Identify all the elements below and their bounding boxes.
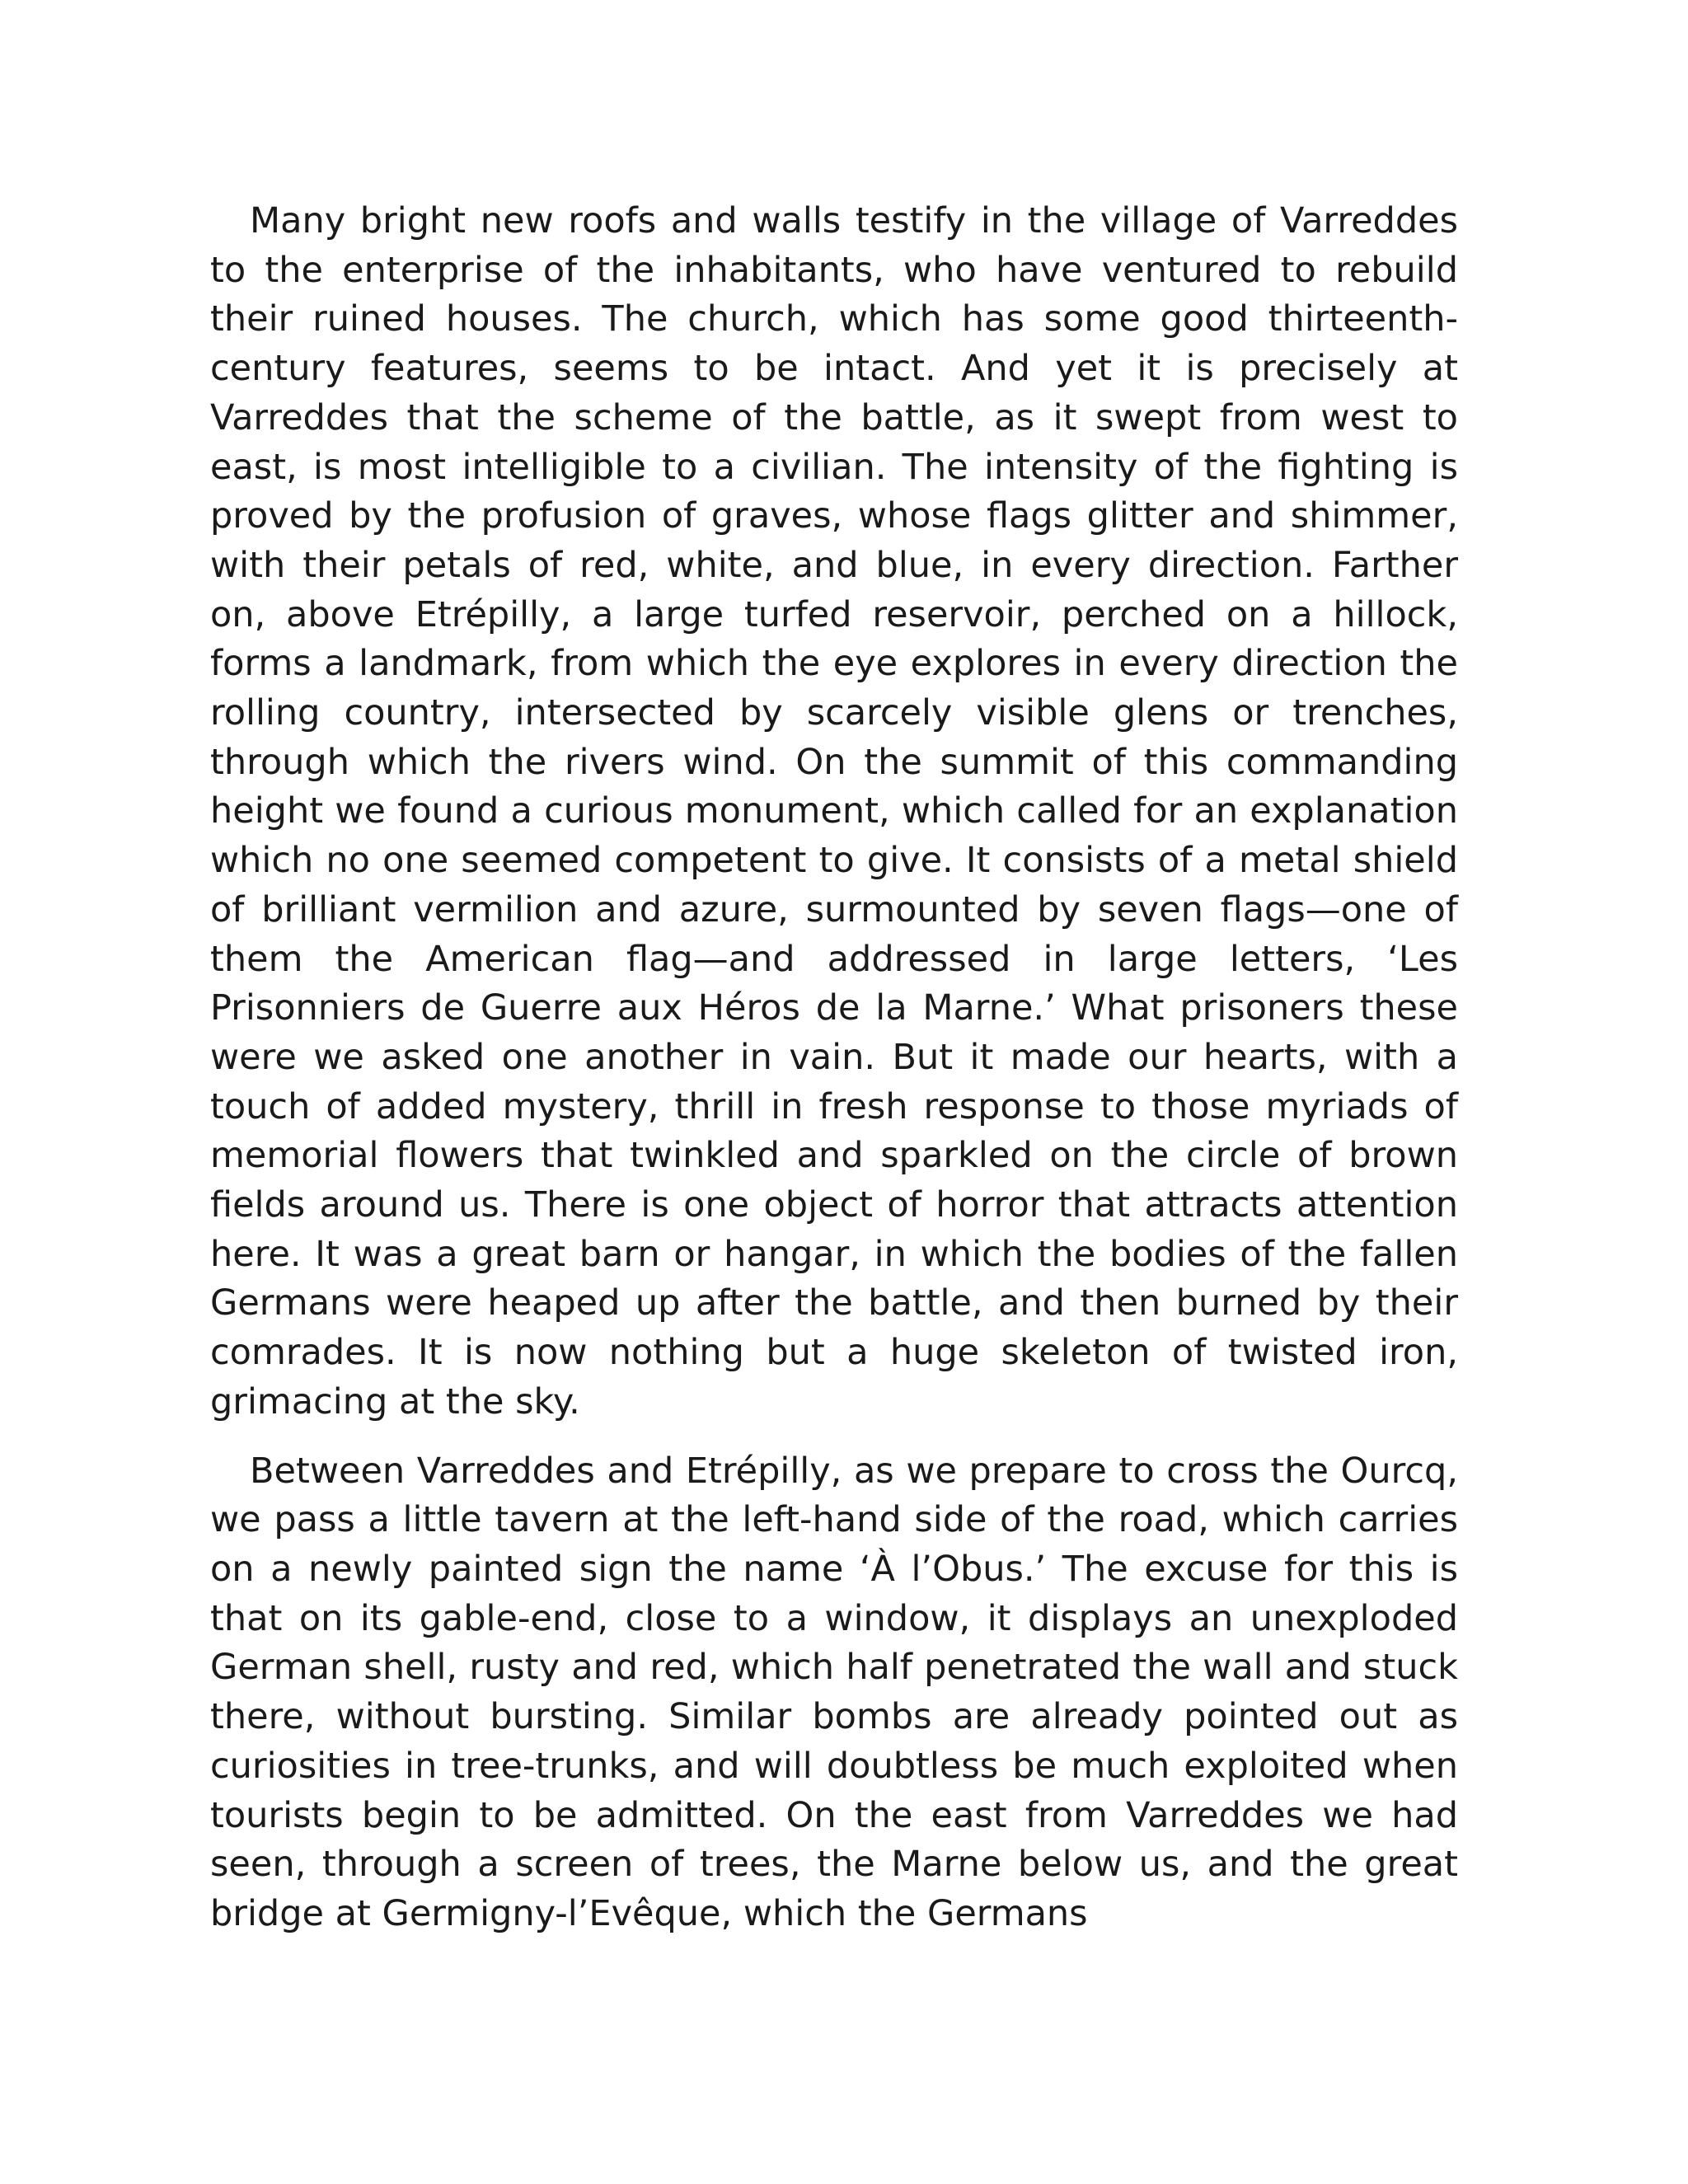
body-paragraph: Many bright new roofs and walls testify in the village of Varreddes to the enterprise of the inhabitants, who have ventured to rebuild their ruined houses. The church, which has some good thirteenth-century features, seems to be intact. And yet it is precisely at Varreddes that the scheme of the battle, as it swept from west to east, is most intelligible to a civilian. The intensity of the fighting is proved by the profusion of graves, whose flags glitter and shimmer, with their petals of red, white, and blue, in every direction. Farther on, above Etrépilly, a large turfed reservoir, perched on a hillock, forms a landmark, from which the eye explores in every direction the rolling country, intersected by scarcely visible glens or trenches, through which the rivers wind. On the summit of this commanding height we found a curious monument, which called for an explanation which no one seemed competent to give. It consists of a metal shield of brilliant vermilion and azure, surmounted by seven flags—one of them the American flag—and addressed in large letters, ‘Les Prisonniers de Guerre aux Héros de la Marne.’ What prisoners these were we asked one another in vain. But it made our hearts, with a touch of added mystery, thrill in fresh response to those myriads of memorial flowers that twinkled and sparkled on the circle of brown fields around us. There is one object of horror that attracts attention here. It was a great barn or hangar, in which the bodies of the fallen Germans were heaped up after the battle, and then burned by their comrades. It is now nothing but a huge skeleton of twisted iron, grimacing at the sky.: [210, 200, 1458, 1422]
document-page: [210, 197, 1458, 1939]
body-paragraph: Between Varreddes and Etrépilly, as we prepare to cross the Ourcq, we pass a little tavern at the left-hand side of the road, which carries on a newly painted sign the name ‘À l’Obus.’ The excuse for this is that on its gable-end, close to a window, it displays an unexploded German shell, rusty and red, which half penetrated the wall and stuck there, without bursting. Similar bombs are already pointed out as curiosities in tree-trunks, and will doubtless be much exploited when tourists begin to be admitted. On the east from Varreddes we had seen, through a screen of trees, the Marne below us, and the great bridge at Germigny-l’Evêque, which the Germans: [210, 1450, 1458, 1934]
